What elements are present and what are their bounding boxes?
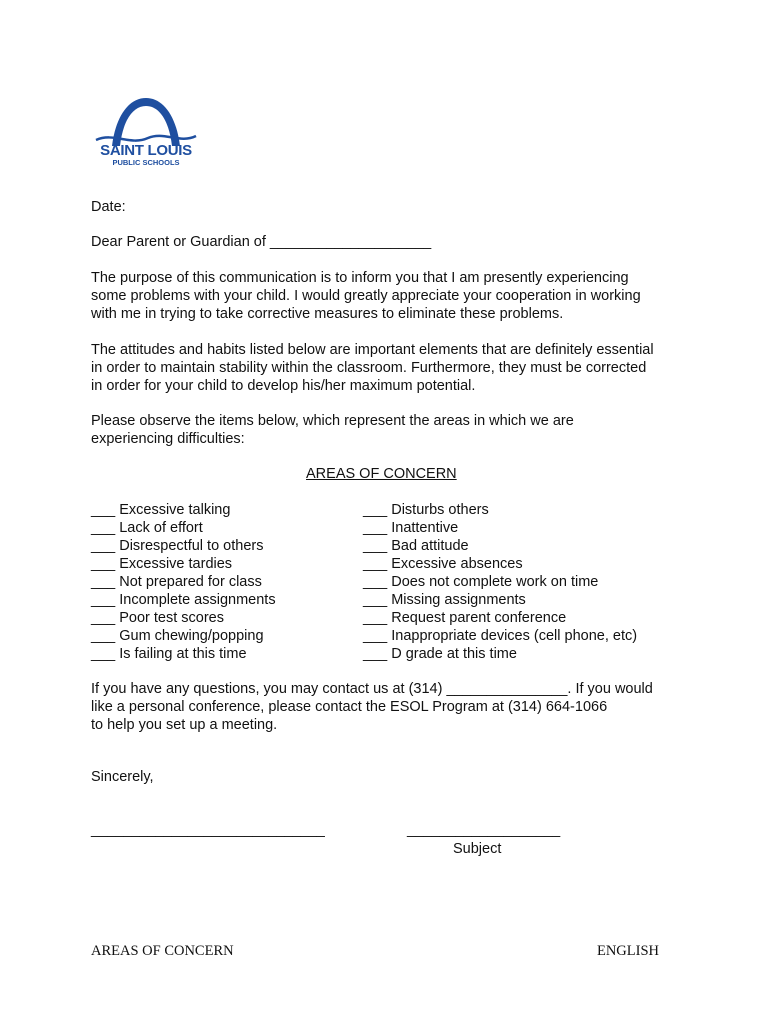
arch-icon (94, 96, 198, 148)
concern-item: ___ Excessive tardies (91, 556, 233, 572)
signature-line: _____________________________ (91, 822, 325, 838)
paragraph-line: experiencing difficulties: (91, 431, 245, 447)
paragraph-line: in order to maintain stability within the classroom. Furthermore, they must be corrected (91, 360, 647, 376)
date-label: Date: (91, 199, 126, 215)
concern-item: ___ Missing assignments (363, 592, 526, 608)
paragraph-line: with me in trying to take corrective measures to eliminate these problems. (91, 306, 564, 322)
concern-item: ___ Lack of effort (91, 520, 203, 536)
concern-item: ___ Inattentive (363, 520, 459, 536)
concern-item: ___ Bad attitude (363, 538, 469, 554)
concern-item: ___ Disrespectful to others (91, 538, 264, 554)
concern-item: ___ Poor test scores (91, 610, 224, 626)
subject-label: Subject (453, 841, 502, 857)
concern-item: ___ Gum chewing/popping (91, 628, 264, 644)
areas-heading: AREAS OF CONCERN (306, 466, 457, 482)
salutation: Dear Parent or Guardian of ____________________ (91, 234, 432, 250)
concern-list-left (91, 501, 276, 663)
paragraph-line: The purpose of this communication is to inform you that I am presently experiencing (91, 270, 629, 286)
subject-line: ___________________ (407, 822, 561, 838)
concern-item: ___ Inappropriate devices (cell phone, etc) (363, 628, 638, 644)
paragraph-line: The attitudes and habits listed below are important elements that are definitely essential (91, 342, 654, 358)
footer-left: AREAS OF CONCERN (91, 943, 234, 959)
paragraph-contact (91, 680, 653, 734)
concern-item: ___ Disturbs others (363, 502, 489, 518)
concern-item: ___ Excessive talking (91, 502, 231, 518)
paragraph-purpose (91, 269, 641, 323)
concern-item: ___ Request parent conference (363, 610, 567, 626)
concern-item: ___ Is failing at this time (91, 646, 247, 662)
concern-list-right (363, 501, 637, 663)
concern-item: ___ Excessive absences (363, 556, 523, 572)
paragraph-line: in order for your child to develop his/her maximum potential. (91, 378, 476, 394)
concern-item: ___ D grade at this time (363, 646, 517, 662)
footer-right: ENGLISH (596, 943, 659, 959)
paragraph-line: some problems with your child. I would greatly appreciate your cooperation in working (91, 288, 641, 304)
paragraph-observe (91, 412, 574, 448)
paragraph-line: like a personal conference, please contact the ESOL Program at (314) 664-1066 (91, 699, 608, 715)
concern-item: ___ Incomplete assignments (91, 592, 276, 608)
concern-item: ___ Does not complete work on time (363, 574, 599, 590)
paragraph-line: Please observe the items below, which represent the areas in which we are (91, 413, 574, 429)
paragraph-line: If you have any questions, you may contact us at (314) _______________. If you would (91, 681, 653, 697)
closing: Sincerely, (91, 769, 154, 785)
school-logo (94, 96, 198, 168)
logo-title: SAINT LOUIS (100, 142, 192, 159)
concern-item: ___ Not prepared for class (91, 574, 262, 590)
paragraph-line: to help you set up a meeting. (91, 717, 278, 733)
logo-subtitle: PUBLIC SCHOOLS (112, 158, 180, 167)
paragraph-attitudes (91, 341, 654, 395)
